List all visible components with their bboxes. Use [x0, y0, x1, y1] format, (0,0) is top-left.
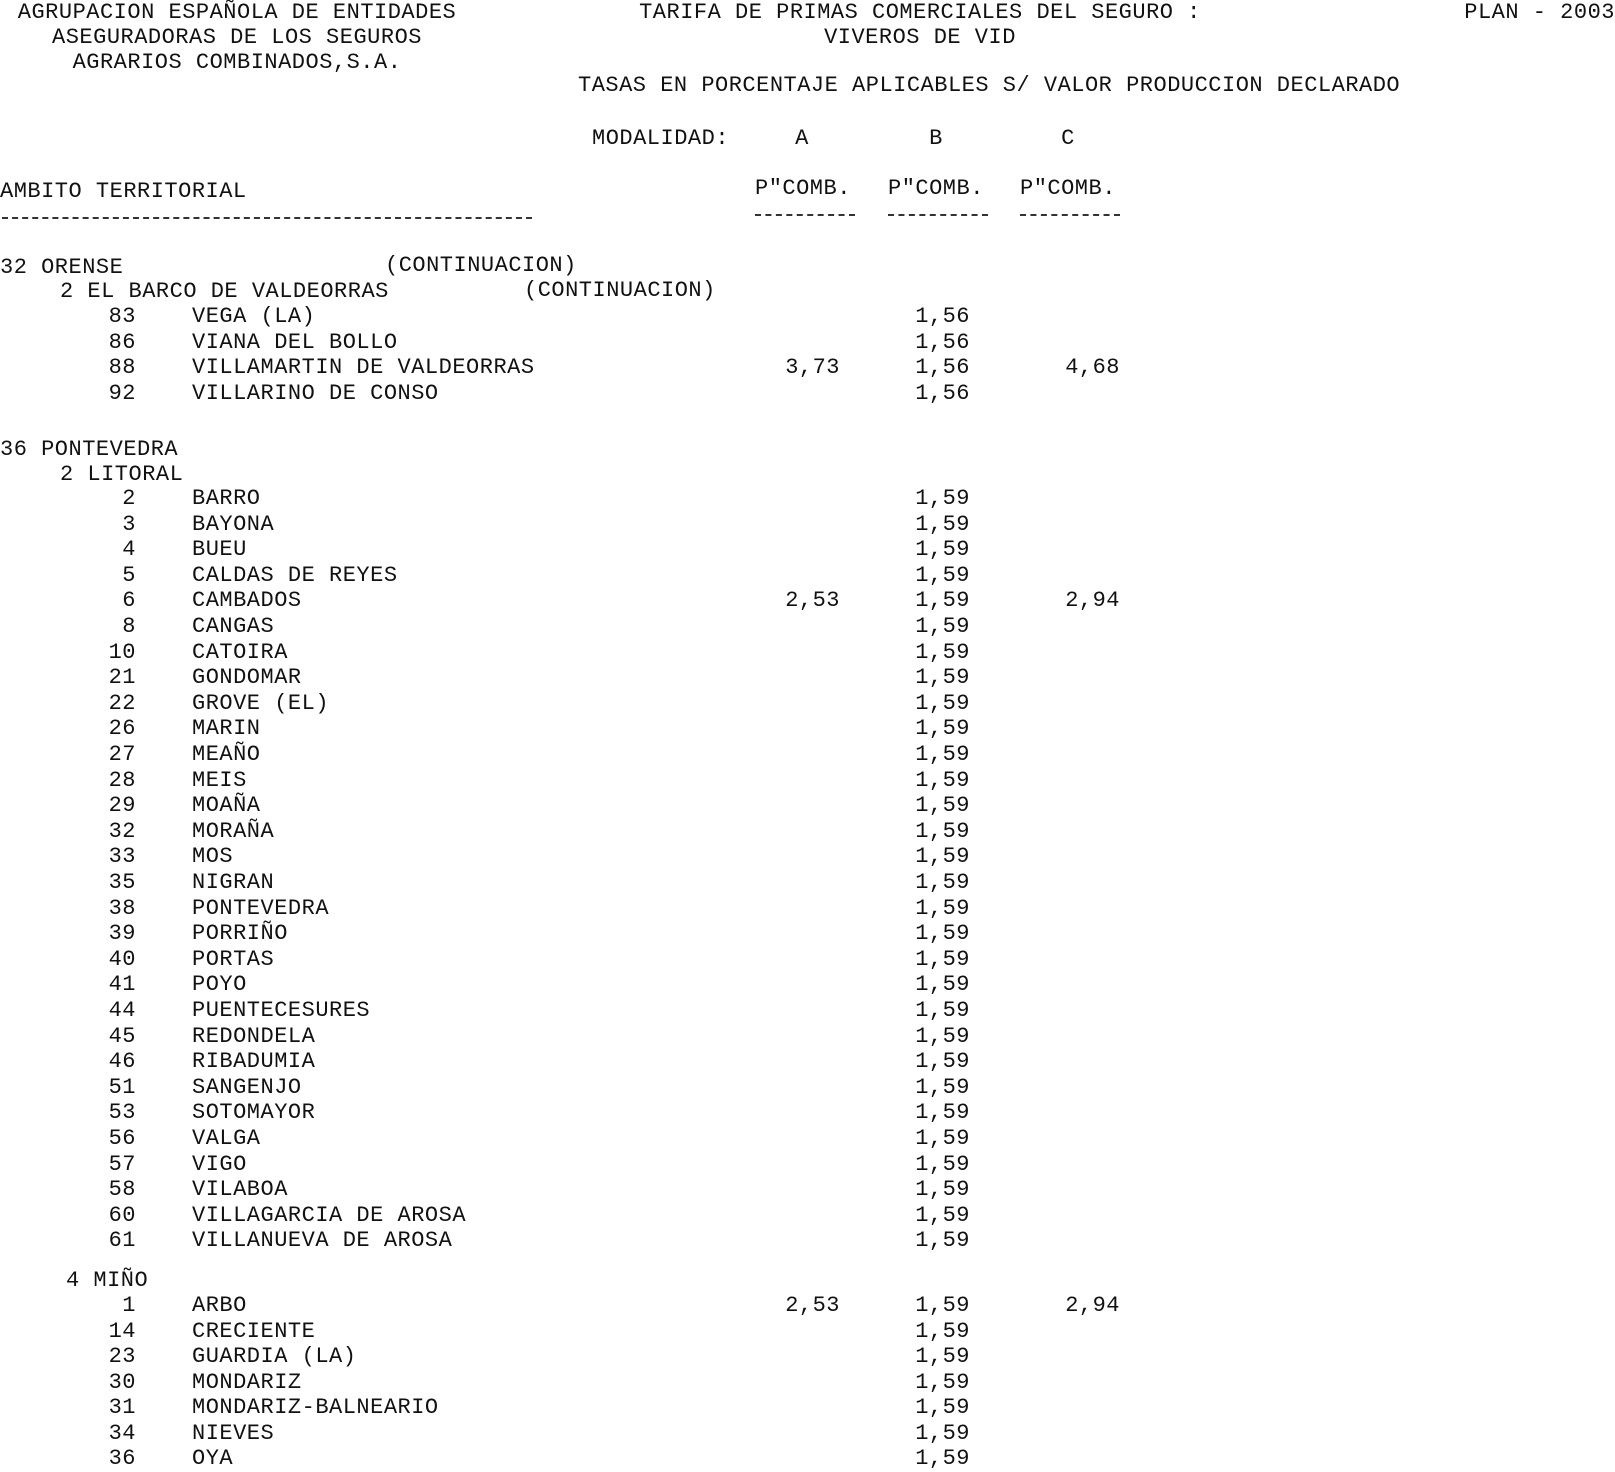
municipality-name: VILABOA	[192, 1177, 288, 1203]
table-row	[0, 870, 1615, 896]
table-row	[0, 330, 1615, 356]
table-row	[0, 896, 1615, 922]
column-a-underline	[755, 214, 855, 216]
ambito-territorial-header: AMBITO TERRITORIAL	[0, 179, 247, 204]
municipality-name: NIGRAN	[192, 870, 275, 895]
rate-modalidad-b: 1,59	[915, 562, 970, 588]
rate-modalidad-b: 1,56	[915, 380, 970, 406]
municipality-name: POYO	[192, 972, 247, 998]
rates-subtitle: TASAS EN PORCENTAJE APLICABLES S/ VALOR PRODUCCION DECLARADO	[578, 73, 1401, 98]
municipality-code: 40	[108, 946, 136, 972]
rate-modalidad-b: 1,56	[915, 329, 970, 355]
municipality-code: 2	[122, 486, 136, 511]
table-row	[0, 588, 1615, 614]
table-row	[0, 1126, 1615, 1152]
province-continuation-label: (CONTINUACION)	[385, 253, 577, 278]
rate-modalidad-b: 1,59	[915, 1177, 970, 1203]
rate-modalidad-b: 1,59	[915, 946, 970, 972]
modalidad-b: B	[929, 126, 943, 151]
table-row	[0, 1100, 1615, 1126]
municipality-name: CRECIENTE	[192, 1318, 316, 1344]
table-row	[0, 355, 1615, 381]
rate-modalidad-b: 1,59	[915, 972, 970, 998]
municipality-code: 14	[108, 1318, 136, 1344]
municipality-name: VEGA (LA)	[192, 304, 316, 329]
table-row	[0, 716, 1615, 742]
municipality-code: 4	[122, 537, 136, 563]
rate-modalidad-b: 1,59	[915, 511, 970, 537]
table-row	[0, 1344, 1615, 1370]
municipality-name: VIGO	[192, 1151, 247, 1177]
comarca-heading-mino: 4 MIÑO	[66, 1268, 149, 1293]
rate-modalidad-b: 1,59	[915, 614, 970, 639]
municipality-name: MORAÑA	[192, 818, 275, 844]
rate-modalidad-b: 1,59	[915, 537, 970, 563]
rate-modalidad-b: 1,59	[915, 1228, 970, 1254]
municipality-name: GROVE (EL)	[192, 690, 330, 716]
rate-modalidad-c: 2,94	[1065, 1293, 1120, 1318]
org-name-line3: AGRARIOS COMBINADOS,S.A.	[72, 50, 402, 75]
table-row	[0, 614, 1615, 640]
tariff-subject: VIVEROS DE VID	[824, 25, 1016, 50]
municipality-name: CAMBADOS	[192, 588, 302, 614]
municipality-code: 38	[108, 895, 136, 921]
municipality-name: MEIS	[192, 767, 247, 793]
municipality-name: CALDAS DE REYES	[192, 562, 398, 588]
municipality-code: 35	[108, 870, 136, 895]
municipality-code: 27	[108, 742, 136, 767]
rate-modalidad-b: 1,59	[915, 818, 970, 844]
municipality-name: OYA	[192, 1446, 234, 1471]
rate-modalidad-b: 1,59	[915, 1369, 970, 1395]
municipality-name: VALGA	[192, 1126, 261, 1151]
comarca-heading-litoral: 2 LITORAL	[60, 462, 184, 487]
municipality-code: 83	[108, 304, 136, 329]
table-row	[0, 793, 1615, 819]
municipality-code: 23	[108, 1344, 136, 1369]
rate-modalidad-b: 1,59	[915, 1074, 970, 1100]
rate-modalidad-b: 1,59	[915, 921, 970, 947]
rate-modalidad-b: 1,59	[915, 1420, 970, 1446]
municipality-name: MONDARIZ-BALNEARIO	[192, 1395, 439, 1420]
table-row	[0, 998, 1615, 1024]
table-row	[0, 1024, 1615, 1050]
rate-modalidad-b: 1,59	[915, 844, 970, 870]
municipality-name: BARRO	[192, 486, 261, 511]
table-row	[0, 742, 1615, 768]
municipality-code: 21	[108, 665, 136, 691]
province-heading-orense: 32 ORENSE	[0, 255, 124, 280]
modalidad-label: MODALIDAD:	[592, 126, 730, 151]
rate-modalidad-b: 1,59	[915, 1344, 970, 1369]
rate-modalidad-b: 1,56	[915, 355, 970, 380]
table-row	[0, 1446, 1615, 1472]
rate-modalidad-b: 1,59	[915, 639, 970, 665]
municipality-code: 3	[122, 511, 136, 537]
municipality-code: 5	[122, 562, 136, 588]
table-row	[0, 947, 1615, 973]
table-row	[0, 1152, 1615, 1178]
municipality-name: GONDOMAR	[192, 665, 302, 691]
rate-modalidad-b: 1,59	[915, 1023, 970, 1049]
municipality-code: 56	[108, 1126, 136, 1151]
table-row	[0, 381, 1615, 407]
municipality-name: MARIN	[192, 716, 261, 742]
rate-modalidad-b: 1,59	[915, 716, 970, 742]
rate-modalidad-b: 1,59	[915, 1446, 970, 1471]
rate-modalidad-b: 1,59	[915, 1151, 970, 1177]
modalidad-a: A	[795, 126, 809, 151]
municipality-name: MONDARIZ	[192, 1369, 302, 1395]
table-row	[0, 1075, 1615, 1101]
org-name-line2: ASEGURADORAS DE LOS SEGUROS	[52, 25, 422, 50]
municipality-code: 34	[108, 1420, 136, 1446]
municipality-code: 53	[108, 1100, 136, 1126]
municipality-name: BAYONA	[192, 511, 275, 537]
table-row	[0, 1319, 1615, 1345]
municipality-name: REDONDELA	[192, 1023, 316, 1049]
rate-modalidad-b: 1,59	[915, 998, 970, 1023]
municipality-code: 22	[108, 690, 136, 716]
table-row	[0, 640, 1615, 666]
table-row	[0, 665, 1615, 691]
municipality-name: VILLAMARTIN DE VALDEORRAS	[192, 355, 535, 380]
municipality-name: MOAÑA	[192, 793, 261, 819]
tariff-title: TARIFA DE PRIMAS COMERCIALES DEL SEGURO :	[639, 0, 1201, 25]
rate-modalidad-b: 1,59	[915, 1126, 970, 1151]
municipality-code: 45	[108, 1023, 136, 1049]
municipality-code: 60	[108, 1202, 136, 1228]
table-row	[0, 1203, 1615, 1229]
municipality-code: 36	[108, 1446, 136, 1471]
municipality-code: 26	[108, 716, 136, 742]
org-name-line1: AGRUPACION ESPAÑOLA DE ENTIDADES	[17, 0, 457, 25]
municipality-code: 92	[108, 380, 136, 406]
municipality-name: BUEU	[192, 537, 247, 563]
municipality-code: 51	[108, 1074, 136, 1100]
municipality-code: 61	[108, 1228, 136, 1254]
municipality-name: VILLAGARCIA DE AROSA	[192, 1202, 467, 1228]
rate-modalidad-b: 1,59	[915, 870, 970, 895]
municipality-name: VILLARINO DE CONSO	[192, 380, 439, 406]
table-row	[0, 1421, 1615, 1447]
municipality-name: CATOIRA	[192, 639, 288, 665]
table-row	[0, 304, 1615, 330]
municipality-code: 31	[108, 1395, 136, 1420]
rate-modalidad-b: 1,59	[915, 1293, 970, 1318]
column-b-header: P"COMB.	[888, 176, 984, 201]
municipality-name: SOTOMAYOR	[192, 1100, 316, 1126]
rate-modalidad-b: 1,59	[915, 793, 970, 819]
table-row	[0, 1395, 1615, 1421]
ambito-underline	[2, 217, 532, 219]
municipality-name: VIANA DEL BOLLO	[192, 329, 398, 355]
municipality-code: 8	[122, 614, 136, 639]
column-b-underline	[888, 214, 988, 216]
rate-modalidad-b: 1,59	[915, 895, 970, 921]
municipality-name: PUENTECESURES	[192, 998, 371, 1023]
table-row	[0, 819, 1615, 845]
municipality-name: PONTEVEDRA	[192, 895, 330, 921]
table-row	[0, 1177, 1615, 1203]
table-row	[0, 1293, 1615, 1319]
municipality-code: 29	[108, 793, 136, 819]
municipality-name: MOS	[192, 844, 234, 870]
municipality-code: 33	[108, 844, 136, 870]
table-row	[0, 768, 1615, 794]
municipality-code: 41	[108, 972, 136, 998]
rate-modalidad-a: 2,53	[785, 588, 840, 614]
municipality-name: MEAÑO	[192, 742, 261, 767]
municipality-code: 57	[108, 1151, 136, 1177]
rate-modalidad-b: 1,59	[915, 1202, 970, 1228]
municipality-name: CANGAS	[192, 614, 275, 639]
column-a-header: P"COMB.	[755, 176, 851, 201]
modalidad-c: C	[1061, 126, 1075, 151]
municipality-name: ARBO	[192, 1293, 247, 1318]
rate-modalidad-b: 1,59	[915, 1049, 970, 1075]
rate-modalidad-b: 1,59	[915, 690, 970, 716]
comarca-continuation-label: (CONTINUACION)	[524, 278, 716, 303]
table-row	[0, 563, 1615, 589]
municipality-code: 1	[122, 1293, 136, 1318]
plan-label: PLAN - 2003	[1464, 0, 1615, 25]
municipality-code: 88	[108, 355, 136, 380]
municipality-code: 6	[122, 588, 136, 614]
rate-modalidad-b: 1,59	[915, 1395, 970, 1420]
table-row	[0, 972, 1615, 998]
municipality-code: 39	[108, 921, 136, 947]
rate-modalidad-b: 1,59	[915, 1100, 970, 1126]
rate-modalidad-a: 3,73	[785, 355, 840, 380]
rate-modalidad-b: 1,59	[915, 588, 970, 614]
rate-modalidad-b: 1,59	[915, 665, 970, 691]
table-row	[0, 1228, 1615, 1254]
column-c-underline	[1020, 214, 1120, 216]
municipality-code: 30	[108, 1369, 136, 1395]
column-c-header: P"COMB.	[1020, 176, 1116, 201]
table-row	[0, 844, 1615, 870]
municipality-name: PORRIÑO	[192, 921, 288, 947]
rate-modalidad-b: 1,59	[915, 767, 970, 793]
table-row	[0, 1370, 1615, 1396]
municipality-code: 58	[108, 1177, 136, 1203]
municipality-name: NIEVES	[192, 1420, 275, 1446]
municipality-name: VILLANUEVA DE AROSA	[192, 1228, 453, 1254]
comarca-heading-el-barco: 2 EL BARCO DE VALDEORRAS	[60, 279, 389, 304]
rate-modalidad-c: 2,94	[1065, 588, 1120, 614]
municipality-code: 44	[108, 998, 136, 1023]
table-row	[0, 537, 1615, 563]
table-row	[0, 691, 1615, 717]
municipality-name: RIBADUMIA	[192, 1049, 316, 1075]
municipality-name: PORTAS	[192, 946, 275, 972]
table-row	[0, 921, 1615, 947]
municipality-code: 28	[108, 767, 136, 793]
municipality-code: 46	[108, 1049, 136, 1075]
table-row	[0, 1049, 1615, 1075]
rate-modalidad-b: 1,56	[915, 304, 970, 329]
province-heading-pontevedra: 36 PONTEVEDRA	[0, 437, 179, 462]
municipality-name: GUARDIA (LA)	[192, 1344, 357, 1369]
rate-modalidad-c: 4,68	[1065, 355, 1120, 380]
rate-modalidad-b: 1,59	[915, 1318, 970, 1344]
municipality-name: SANGENJO	[192, 1074, 302, 1100]
municipality-code: 10	[108, 639, 136, 665]
table-row	[0, 486, 1615, 512]
table-row	[0, 512, 1615, 538]
rate-modalidad-b: 1,59	[915, 486, 970, 511]
rate-modalidad-a: 2,53	[785, 1293, 840, 1318]
rate-modalidad-b: 1,59	[915, 742, 970, 767]
municipality-code: 32	[108, 818, 136, 844]
municipality-code: 86	[108, 329, 136, 355]
